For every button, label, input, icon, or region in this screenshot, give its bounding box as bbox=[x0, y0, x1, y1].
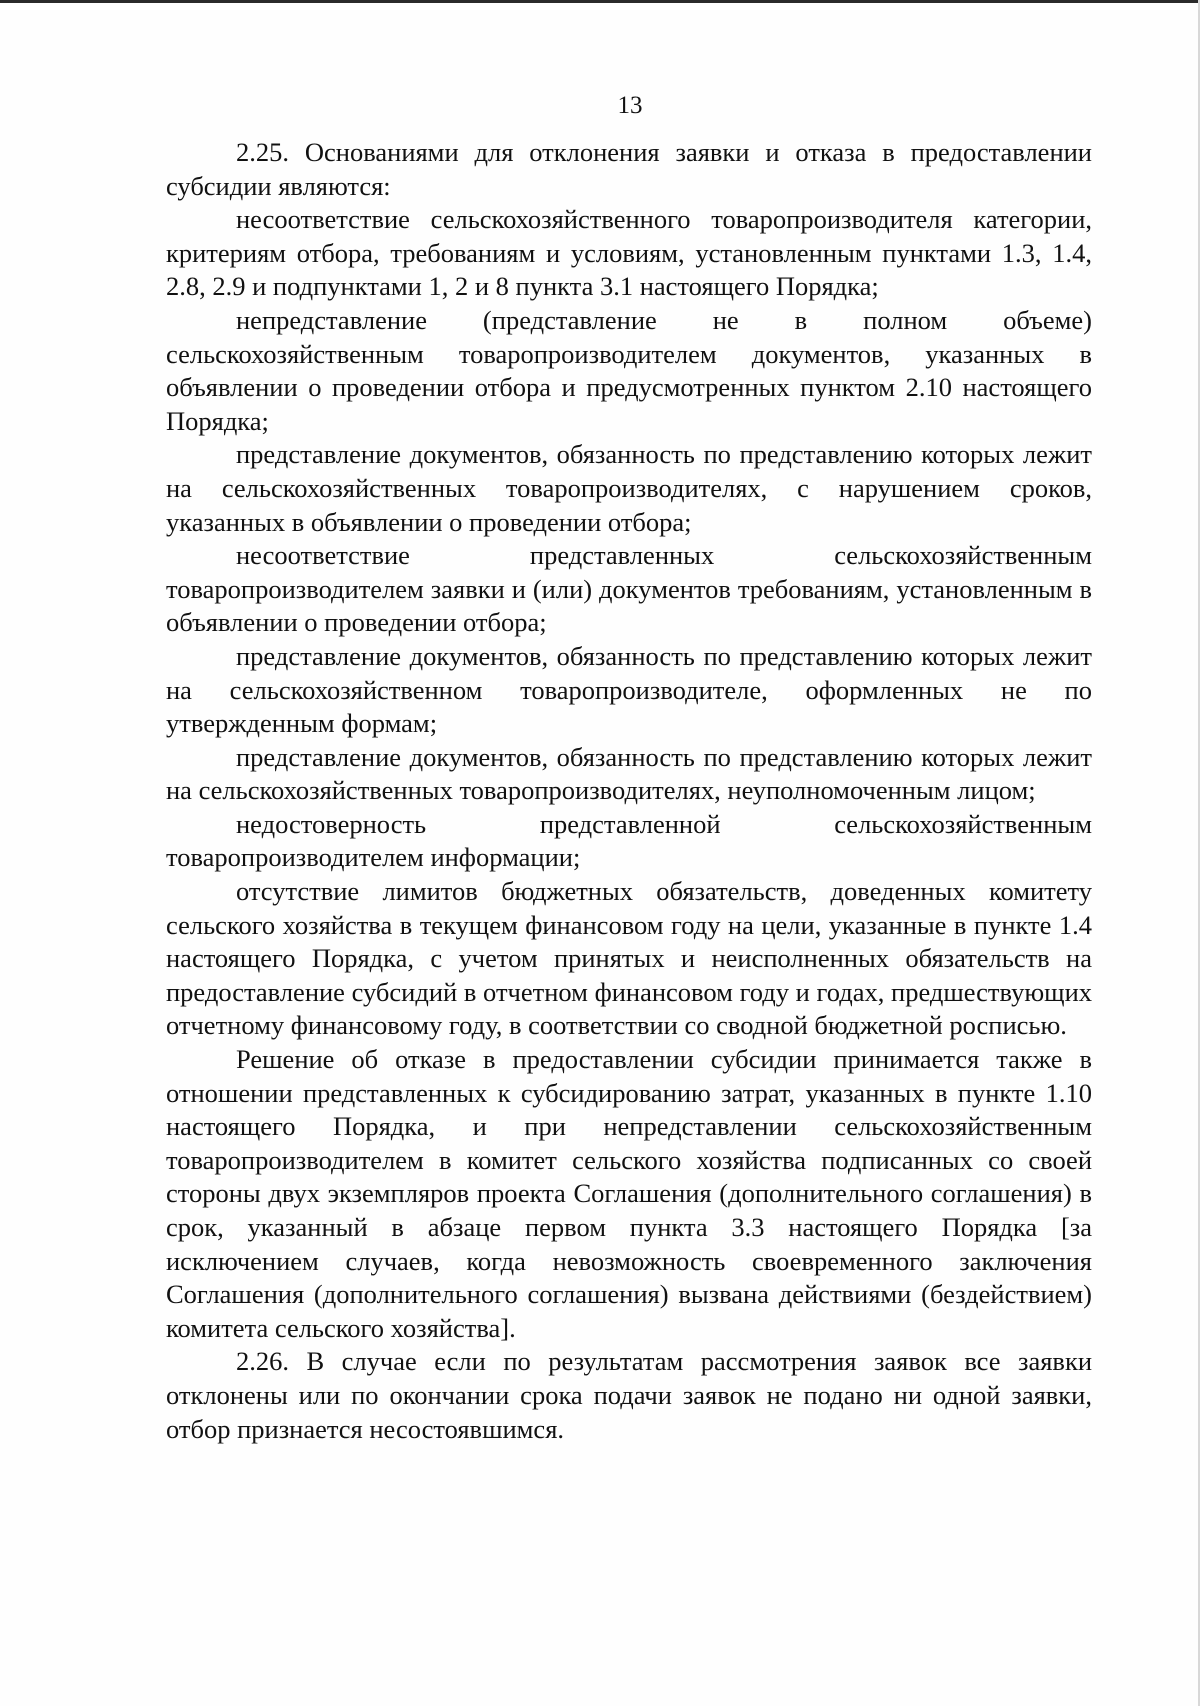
paragraph-2-25-intro: 2.25. Основаниями для отклонения заявки и отказа в предоставлении субсидии являются: bbox=[166, 137, 1092, 201]
page-number: 13 bbox=[617, 92, 643, 119]
paragraph-category-mismatch: несоответствие сельскохозяйственного товаропроизводителя категории, критериям отбора, требованиям и условиям, установленным пунктами 1.3, 1.4, 2.8, 2.9 и подпунктами 1, 2 и 8 пункта 3.1 настоящего Порядка; bbox=[166, 204, 1092, 302]
paragraph-2-26-failed-selection: 2.26. В случае если по результатам рассмотрения заявок все заявки отклонены или по окончании срока подачи заявок не подано ни одной заявки, отбор признается несостоявшимся. bbox=[166, 1346, 1092, 1444]
paragraph-no-budget-limits: отсутствие лимитов бюджетных обязательств, доведенных комитету сельского хозяйства в текущем финансовом году на цели, указанные в пункте 1.4 настоящего Порядка, с учетом принятых и неисполненных обязательств на предоставление субсидий в отчетном финансовом году и годах, предшествующих отчетному финансовому году, в соответствии со сводной бюджетной росписью. bbox=[166, 876, 1092, 1041]
paragraph-unauthorized-person: представление документов, обязанность по представлению которых лежит на сельскохозяйственных товаропроизводителях, неуполномоченным лицом; bbox=[166, 741, 1092, 806]
paragraph-deadline-violation: представление документов, обязанность по представлению которых лежит на сельскохозяйственных товаропроизводителях, с нарушением сроков, указанных в объявлении о проведении отбора; bbox=[166, 439, 1092, 537]
paragraph-documents-not-provided: непредставление (представление не в полном объеме) сельскохозяйственным товаропроизводителем документов, указанных в объявлении о проведении отбора и предусмотренных пунктом 2.10 настоящего Порядка; bbox=[166, 304, 1092, 436]
document-body bbox=[166, 136, 1092, 1446]
paragraph-wrong-forms: представление документов, обязанность по представлению которых лежит на сельскохозяйственном товаропроизводителе, оформленных не по утвержденным формам; bbox=[166, 640, 1092, 739]
paragraph-false-information: недостоверность представленной сельскохозяйственным товаропроизводителем информации; bbox=[166, 808, 1092, 873]
scan-edge-top bbox=[0, 0, 1200, 3]
paragraph-refusal-decision: Решение об отказе в предоставлении субсидии принимается также в отношении представленных к субсидированию затрат, указанных в пункте 1.10 настоящего Порядка, и при непредставлении сельскохозяйственным товаропроизводителем в комитет сельского хозяйства подписанных со своей стороны двух экземпляров проекта Соглашения (дополнительного соглашения) в срок, указанный в абзаце первом пункта 3.3 настоящего Порядка [за исключением случаев, когда невозможность своевременного заключения Соглашения (дополнительного соглашения) вызвана действиями (бездействием) комитета сельского хозяйства]. bbox=[166, 1044, 1092, 1343]
paragraph-requirements-mismatch: несоответствие представленных сельскохозяйственным товаропроизводителем заявки и (или) документов требованиям, установленным в объявлении о проведении отбора; bbox=[166, 540, 1092, 638]
